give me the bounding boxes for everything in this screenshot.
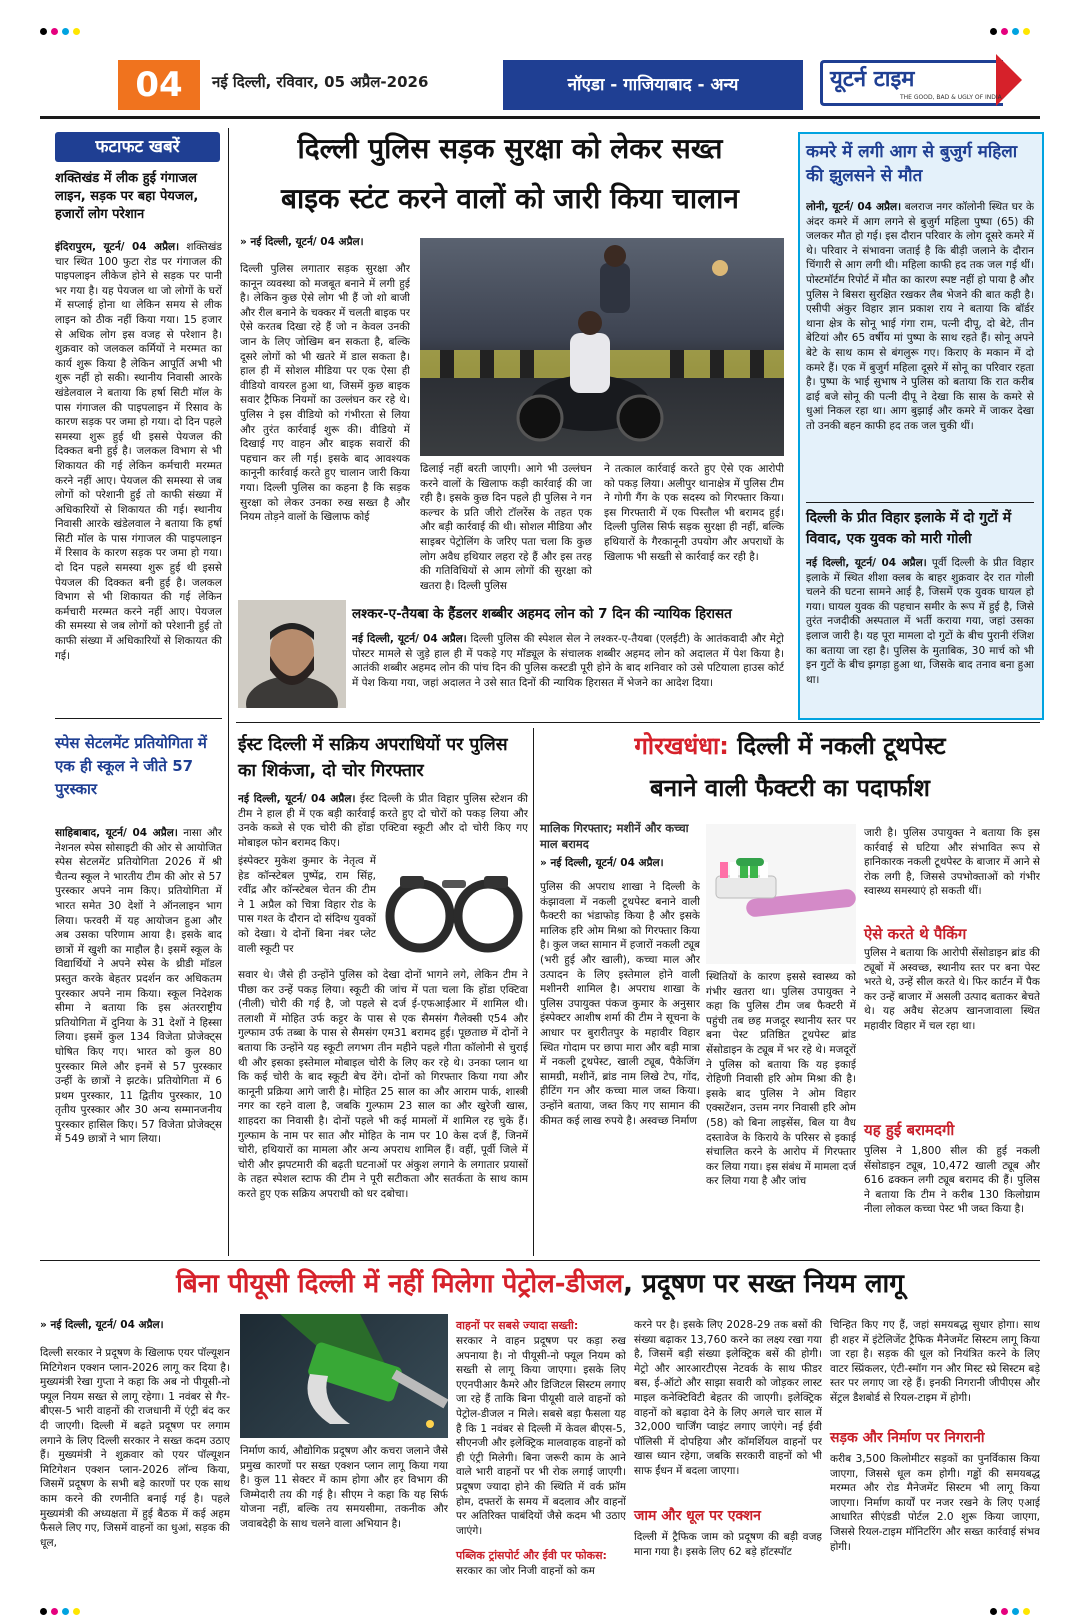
tooth-col-3: जारी है। पुलिस उपायुक्त ने बताया कि इस कार्रवाई से घटिया और संभावित रूप से हानिकारक नकली टूथपेस्ट के बाजार में आने से रोक लगी है, जिससे उपभोक्ताओं को गंभीर स्वास्थ्य समस्याएं हो सकती थीं। [864,827,1040,898]
puc-col-1: दिल्ली सरकार ने प्रदूषण के खिलाफ एयर पॉल्यूशन मिटिगेशन एक्शन प्लान-2026 लागू कर दिया है। मुख्यमंत्री रेखा गुप्ता ने कहा कि अब नो पीयूसी-नो फ्यूल नियम सख्त से लागू रहेगा। 1 नवंबर से गैर-बीएस-5 भारी वाहनों की राजधानी में एंट्री बंद कर दी जाएगी। दिल्ली में बढ़ते प्रदूषण पर लगाम लगाने के लिए दिल्ली सरकार ने सख्त कदम उठाए हैं। मुख्यमंत्री ने शुक्रवार को एयर पॉल्यूशन मिटिगेशन एक्शन प्लान-2026 लॉन्च किया, जिसमें प्रदूषण के सभी बड़े कारणों पर एक साथ काम करने की रणनीति बनाई गई है। पहले मुख्यमंत्री की अध्यक्षता में हुई बैठक में कई अहम फैसले लिए गए, जिसमें वाहनों का धुआं, सड़क की धूल, [40,1347,230,1549]
handcuffs-image [380,856,528,960]
lead-headline-1: दिल्ली पुलिस सड़क सुरक्षा को लेकर सख्त [297,132,723,165]
brand-logo [820,54,1040,112]
fatafat-text: शक्तिखंड चार स्थित 100 फुटा रोड पर गंगाजल की पाइपलाइन लीकेज होने से सड़क पर पानी भर गया है। यह पेयजल था जो लोगों के घरों में सप्लाई होना था लेकिन समय से लीक लाइन को ठीक नहीं किया गया। 15 हजार से अधिक लोग इस वजह से परेशान है। शुक्रवार को जलकल कर्मियों ने मरम्मत का कार्य शुरू किया है लेकिन आपूर्ति अभी भी शुरू नहीं हो सकी। स्थानीय निवासी आरके खंडेलवाल ने बताया कि हर्षा सिटी मॉल के पास गंगाजल की पाइपलाइन में रिसाव के कारण सड़क पर जमा हो गया। दो दिन पहले समस्या शुरू हुई थी इससे पेयजल की दिक्कत बनी हुई है। जलकल विभाग से भी शिकायत की गई लेकिन कर्मचारी मरम्मत करने नहीं आए। पेयजल की समस्या से जब लोगों को परेशानी हुई तो काफी संख्या में अधिकारियों से शिकायत की गई। स्थानीय निवासी आरके खंडेलवाल ने बताया कि हर्षा सिटी मॉल के पास गंगाजल की पाइपलाइन में रिसाव के कारण सड़क पर जमा हो गया। दो दिन पहले समस्या शुरू हुई थी इससे पेयजल की दिक्कत बनी हुई है। जलकल विभाग से भी शिकायत की गई लेकिन कर्मचारी मरम्मत करने नहीं आए। पेयजल की समस्या से जब लोगों को परेशानी हुई तो काफी संख्या में अधिकारियों से शिकायत की गई। [55,241,222,662]
puc-headline-black: , प्रदूषण पर सख्त नियम लागू [623,1269,904,1299]
east-headline: ईस्ट दिल्ली में सक्रिय अपराधियों पर पुलिस का शिकंजा, दो चोर गिरफ्तार [238,735,508,781]
fuel-nozzle-icon [240,1314,448,1438]
mid-rule [236,722,1040,723]
space-text: नासा और नेशनल स्पेस सोसाइटी की ओर से आयोजित स्पेस सेटलमेंट प्रतियोगिता 2026 में श्री चैतन्य स्कूल ने भारतीय टीम की ओर से 57 पुरस्कार अपने नाम किए। प्रतियोगिता में भारत समेत 30 देशों ने ऑनलाइन भाग लिया। फरवरी में यह आयोजन हुआ और अब उसका परिणाम आया है। इसके बाद छात्रों में खुशी का माहौल है। इसमें स्कूल के विद्यार्थियों ने अपने स्पेस के थ्रीडी मॉडल प्रस्तुत करके बेहतर प्रदर्शन कर अधिकतम पुरस्कार अपने नाम किया। स्कूल निदेशक सीमा ने बताया कि इस अंतरराष्ट्रीय प्रतियोगिता में दुनिया के 31 देशों ने हिस्सा लिया। इसमें कुल 134 विजेता प्रोजेक्ट्स घोषित किए गए। भारत को कुल 80 पुरस्कार मिले और इनमें से 57 पुरस्कार उन्हीं के छात्रों ने झटके। प्रतियोगिता में 6 प्रथम पुरस्कार, 11 द्वितीय पुरस्कार, 10 तृतीय पुरस्कार और 30 अन्य सम्मानजनीय पुरस्कार हासिल किए। 57 विजेता प्रोजेक्ट्स में 549 छात्रों ने भाग लिया। [55,827,222,1146]
handcuffs-icon [380,856,528,960]
tooth-headline-1: दिल्ली में नकली टूथपेस्ट [728,732,946,760]
space-headline: स्पेस सेटलमेंट प्रतियोगिता में एक ही स्कूल ने जीते 57 पुरस्कार [55,734,207,798]
fatafat-headline: शक्तिखंड में लीक हुई गंगाजल लाइन, सड़क पर बहा पेयजल, हजारों लोग परेशान [55,171,199,222]
date-line: नई दिल्ली, रविवार, 05 अप्रैल-2026 [212,73,429,91]
fire-headline: कमरे में लगी आग से बुजुर्ग महिला की झुलसने से मौत [806,142,1018,186]
east-dateline: नई दिल्ली, यूटर्न/ 04 अप्रैल। [238,793,356,805]
preet-body [806,556,1034,708]
fatafat-body [55,240,222,710]
lead-col-3: ने तत्काल कार्रवाई करते हुए ऐसे एक आरोपी को पकड़ लिया। अलीपुर थानाक्षेत्र में पुलिस टीम ने गोगी गैंग के एक सदस्य को गिरफ्तार किया। इस गिरफ्तारी में एक पिस्तौल भी बरामद हुई। दिल्ली पुलिस सिर्फ सड़क सुरक्षा ही नहीं, बल्कि हथियारों के गैरकानूनी उपयोग और अपराधों के खिलाफ भी सख्ती से कार्रवाई कर रही है। [604,463,784,563]
header-rule [40,116,1040,119]
puc-col-3-tail: सरकार का जोर निजी वाहनों को कम [456,1565,595,1577]
east-intro-text: ईस्ट दिल्ली के प्रीत विहार पुलिस स्टेशन की टीम ने हाल ही में एक बड़ी कार्रवाई करते हुए दो चोरों को पकड़ लिया और उनके कब्जे से एक चोरी की होंडा एक्टिवा स्कूटी और दो चोरी किए गए मोबाइल फोन बरामद किए। [238,793,528,849]
masthead [40,50,1040,114]
puc-col-4: करने पर है। इसके लिए 2028-29 तक बसों की संख्या बढ़ाकर 13,760 करने का लक्ष्य रखा गया है, जिसमें बड़ी संख्या इलेक्ट्रिक बसें की होगी। मेट्रो और आरआरटीएस नेटवर्क के साथ फीडर बस, ई-ऑटो और साझा सवारी को जोड़कर लास्ट माइल कनेक्टिविटी बेहतर की जाएगी। इलेक्ट्रिक वाहनों को बढ़ावा देने के लिए अगले चार साल में 32,000 चार्जिंग प्वाइंट लगाए जाएंगे। नई ईवी पॉलिसी में दोपहिया और कॉमर्शियल वाहनों पर खास ध्यान रहेगा, जबकि सरकारी वाहनों को भी साफ ईंधन में बदला जाएगा। [634,1319,822,1477]
lashkar-dateline: नई दिल्ली, यूटर्न/ 04 अप्रैल। [352,633,467,645]
tooth-headline-2: बनाने वाली फैक्टरी का पदार्फाश [649,774,931,802]
color-registration-bottom-right [990,1600,1034,1619]
tooth-headline-row-1 [540,728,1040,764]
puc-col-2: निर्माण कार्य, औद्योगिक प्रदूषण और कचरा जलाने जैसे प्रमुख कारणों पर सख्त एक्शन प्लान लागू किया गया है। कुल 11 सेक्टर में काम होगा और हर विभाग की जिम्मेदारी तय की गई है। सीएम ने कहा कि यह सिर्फ योजना नहीं, बल्कि तय समयसीमा, तकनीक और जवाबदेही के साथ चलने वाला अभियान है। [240,1445,448,1530]
logo-tagline: THE GOOD, BAD & UGLY OF INDIA [900,94,1002,101]
tooth-body-1: पुलिस ने बताया कि आरोपी सेंसोडाइन ब्रांड की ट्यूबों में अस्वच्छ, स्थानीय स्तर पर बना पेस्ट भरते थे, उन्हें सील करते थे। फिर कार्टन में पैक कर उन्हें बाजार में असली उत्पाद बताकर बेचते थे। यह अवैध सेटअप खानजावाला स्थित महावीर विहार में चल रहा था। [864,947,1040,1032]
fatafat-dateline: इंदिरापुरम, यूटर्न/ 04 अप्रैल। [55,241,180,253]
color-registration-bottom [40,1600,84,1619]
fire-divider [806,502,1034,503]
tooth-dateline: » नई दिल्ली, यूटर्न/ 04 अप्रैल। [540,857,664,869]
tooth-body-2: पुलिस ने 1,800 सील की हुई नकली सेंसोडाइन ट्यूब, 10,472 खाली ट्यूब और 616 ढक्कन लगी ट्यूब बरामद की हैं। पुलिस ने बताया कि टीम ने करीब 130 किलोग्राम नीला लोकल कच्चा पेस्ट भी जब्त किया है। [864,1145,1040,1216]
tooth-col-2: स्थितियों के कारण इससे स्वास्थ्य को गंभीर खतरा था। पुलिस उपायुक्त ने कहा कि पुलिस टीम जब फैक्टरी में पहुंची तब छह मजदूर स्थानीय स्तर पर बना पेस्ट प्रतिष्ठित टूथपेस्ट ब्रांड सेंसोडाइन के ट्यूब में भर रहे थे। मजदूरों ने पुलिस को बताया कि यह इकाई रोहिणी निवासी हरि ओम मिश्रा की है। इसके बाद पुलिस ने ओम विहार एक्सटेंशन, उत्तम नगर निवासी हरि ओम (58) को बिना लाइसेंस, बिल या वैध दस्तावेज के किराये के परिसर से इकाई संचालित करने के आरोप में गिरफ्तार कर लिया गया। इस संबंध में मामला दर्ज कर लिया गया है और जांच [706,971,856,1188]
puc-col-5: चिन्हित किए गए हैं, जहां समयबद्ध सुधार होगा। साथ ही शहर में इंटेलिजेंट ट्रैफिक मैनेजमेंट सिस्टम लागू किया जा रहा है। सड़क की धूल को नियंत्रित करने के लिए वाटर स्प्रिंकलर, एंटी-स्मॉग गन और मिस्ट स्प्रे सिस्टम बड़े स्तर पर लगाए जा रहे हैं। इनकी निगरानी जीपीएस और सेंट्रल डैशबोर्ड से रियल-टाइम में होगी। [830,1319,1040,1404]
fatafat-divider [55,718,222,719]
space-dateline: साहिबाबाद, यूटर्न/ 04 अप्रैल। [55,827,178,839]
tooth-subhead: मालिक गिरफ्तार; मशीनें और कच्चा माल बरामद [540,821,689,851]
lead-headline-2: बाइक स्टंट करने वालों को जारी किया चालान [281,182,739,215]
puc-dateline: » नई दिल्ली, यूटर्न/ 04 अप्रैल। [40,1319,164,1331]
lead-dateline: » नई दिल्ली, यूटर्न/ 04 अप्रैल। [240,236,364,248]
fire-dateline: लोनी, यूटर्न/ 04 अप्रैल। [806,201,902,213]
puc-col-5-tail: करीब 3,500 किलोमीटर सड़कों का पुनर्विकास किया जाएगा, जिससे धूल कम होगी। गड्ढों की समयबद्ध मरम्मत और रोड मैनेजमेंट सिस्टम भी लागू किया जाएगा। निर्माण कार्यों पर नजर रखने के लिए एआई आधारित सीएंडडी पोर्टल 2.0 शुरू किया जाएगा, जिससे रियल-टाइम मॉनिटरिंग और सख्त कार्रवाई संभव होगी। [830,1453,1040,1553]
fire-body [806,200,1034,500]
puc-headline [40,1266,1040,1302]
tooth-tag: गोरखधंधा: [634,732,729,760]
puc-sub-1: वाहनों पर सबसे ज्यादा सख्ती: [456,1319,579,1332]
east-side: इंस्पेक्टर मुकेश कुमार के नेतृत्व में हेड कॉन्स्टेबल पुष्पेंद्र, राम सिंह, रवींद्र और कॉन्स्टेबल चेतन की टीम ने 1 अप्रैल को चित्रा विहार रोड के पास गश्त के दौरान दो संदिग्ध युवकों को देखा। ये दोनों बिना नंबर प्लेट वाली स्कूटी पर [238,855,376,955]
lashkar-text: दिल्ली पुलिस की स्पेशल सेल ने लश्कर-ए-तैयबा (एलईटी) के आतंकवादी और मेट्रो पोस्टर मामले से जुड़े हाल ही में पकड़े गए मॉड्यूल के संचालक शब्बीर अहमद लोन को अदालत में पेश किया है। आतंकी शब्बीर अहमद लोन की पांच दिन की पुलिस कस्टडी पूरी होने के बाद शनिवार को उसे पटियाला हाउस कोर्ट में पेश किया गया, जहां अदालत ने उसे सात दिनों की न्यायिक हिरासत में भेजने का आदेश दिया। [352,633,784,689]
tooth-sub-1: ऐसे करते थे पैकिंग [864,925,967,943]
preet-text: पूर्वी दिल्ली के प्रीत विहार इलाके में स्थित शीशा क्लब के बाहर शुक्रवार देर रात गोली चलने की घटना सामने आई है, जिसमें एक युवक घायल हो गया। घायल युवक की पहचान समीर के रूप में हुई है, जिसे तुरंत नजदीकी अस्पताल में भर्ती कराया गया, जहां उसका इलाज जारी है। यह पूरा मामला दो गुटों के बीच पुरानी रंजिश का बताया जा रहा है। पुलिस के मुताबिक, 30 मार्च को भी इन गुटों के बीच झगड़ा हुआ था, जिसके बाद तनाव बना हुआ था। [806,557,1034,686]
space-body [55,826,222,1256]
fatafat-label: फटाफट खबरें [55,132,220,162]
puc-top-rule [40,1260,1040,1261]
puc-col-3: सरकार ने वाहन प्रदूषण पर कड़ा रुख अपनाया है। नो पीयूसी-नो फ्यूल नियम को सख्ती से लागू किया जाएगा। इसके लिए एएनपीआर कैमरे और डिजिटल सिस्टम लगाए जा रहे हैं ताकि बिना पीयूसी वाले वाहनों को पेट्रोल-डीजल न मिले। सबसे बड़ा फैसला यह है कि 1 नवंबर से दिल्ली में केवल बीएस-5, सीएनजी और इलेक्ट्रिक मालवाहक वाहनों को ही एंट्री मिलेगी। बिना जरूरी काम के आने वाले भारी वाहनों पर भी रोक लगाई जाएगी। प्रदूषण ज्यादा होने की स्थिति में वर्क फ्रॉम होम, दफ्तरों के समय में बदलाव और वाहनों पर अतिरिक्त पाबंदियों जैसे कदम भी उठाए जाएंगे। [456,1335,626,1537]
east-bottom: सवार थे। जैसे ही उन्होंने पुलिस को देखा दोनों भागने लगे, लेकिन टीम ने पीछा कर उन्हें पकड़ लिया। स्कूटी की जांच में पता चला कि होंडा एक्टिवा (नीली) चोरी की गई है, जो पहले से दर्ज ई-एफआईआर में शामिल थी। तलाशी में मोहित उर्फ कट्टर के पास से एक सैमसंग गैलेक्सी ए54 और गुल्फाम उर्फ तब्बा के पास से सैमसंग एम31 बरामद हुई। पूछताछ में दोनों ने बताया कि उन्होंने यह स्कूटी लगभग तीन महीने पहले गीता कॉलोनी से चुराई थी और इसका इस्तेमाल मोबाइल चोरी के लिए कर रहे थे। उनका प्लान था कि कई चोरी के बाद स्कूटी बेच देंगे। दोनों को गिरफ्तार किया गया और कानूनी प्रक्रिया आगे जारी है। मोहित 25 साल का और आराम पार्क, शास्त्री नगर का रहने वाला है, जबकि गुल्फाम 23 साल का और खुरेजी खास, शाहदरा का निवासी है। दोनों पहले भी कई मामलों में शामिल रह चुके हैं। गुल्फाम के नाम पर सात और मोहित के नाम पर 10 केस दर्ज हैं, जिनमें चोरी, हथियारों का मामला और अन्य अपराध शामिल हैं। वहीं, पूर्वी जिले में चोरी और झपटमारी की बढ़ती घटनाओं पर अंकुश लगाने के लगातार प्रयासों के तहत स्पेशल स्टाफ की टीम ने पूरी सटीकता और सतर्कता के साथ काम करते हुए एक सक्रिय अपराधी को धर दबोचा। [238,969,528,1200]
puc-headline-red: बिना पीयूसी दिल्ली में नहीं मिलेगा पेट्रोल-डीजल [176,1269,624,1299]
fuel-nozzle-image [240,1314,448,1438]
color-registration-top-right [990,20,1034,39]
section-banner: नॉएडा - गाजियाबाद - अन्य [503,60,803,110]
suspect-photo [238,600,346,708]
preet-dateline: नई दिल्ली, यूटर्न/ 04 अप्रैल। [806,557,927,569]
page-number-box: 04 [118,60,200,110]
lashkar-body [352,632,784,712]
bike-stunt-photo [420,238,784,456]
bike-stunt-graphic [420,238,784,456]
east-intro [238,792,528,852]
column-rule-mid [533,728,534,1256]
logo-text: यूटर्न टाइम [830,67,915,92]
column-rule-left [228,128,229,1256]
fire-text: बलराज नगर कॉलोनी स्थित घर के अंदर कमरे में आग लगने से बुजुर्ग महिला पुष्पा (65) की जलकर मौत हो गई। इस दौरान परिवार के लोग दूसरे कमरे में थे। परिवार ने संभावना जताई है कि बीड़ी जलाने के दौरान चिंगारी से आग लगी थी। महिला काफी हद तक जल गई थीं। पोस्टमॉर्टम रिपोर्ट में मौत का कारण स्पष्ट नहीं हो पाया है और पुलिस ने बिसरा सुरक्षित रखकर लैब भेजने की बात कही है। एसीपी अंकुर विहार ज्ञान प्रकाश राय ने बताया कि बॉर्डर थाना क्षेत्र के सोनू भाई गंगा राम, पत्नी दीपू, दो बेटे, तीन बेटियां और 65 वर्षीय मां पुष्पा के साथ रहते हैं। सोनू अपने बेटे के साथ काम से बंगलुरू गए। किराए के मकान में दो कमरे हैं। एक में बुजुर्ग महिला दूसरे में सोनू का परिवार रहता है। पुष्पा के भाई सुभाष ने पुलिस को बताया कि रात करीब ढाई बजे सोनू की पत्नी दीपू ने देखा कि सास के कमरे से धुआं निकल रहा था। आग बुझाई और कमरे में जाकर देखा तो उनकी बहन काफी हद तक जल चुकी थीं। [806,201,1034,432]
puc-sub-3: जाम और धूल पर एक्शन [634,1508,761,1524]
tooth-col-1: पुलिस की अपराध शाखा ने दिल्ली के कंझावला में नकली टूथपेस्ट बनाने वाली फैक्टरी का भंडाफोड़ किया है और इसके मालिक हरि ओम मिश्रा को गिरफ्तार किया है। कुल जब्त सामान में हजारों नकली ट्यूब (भरी हुई और खाली), कच्चा माल और उत्पादन के लिए इस्तेमाल होने वाली मशीनरी शामिल है। अपराध शाखा के पुलिस उपायुक्त पंकज कुमार के अनुसार इंस्पेक्टर आशीष शर्मा की टीम ने सूचना के आधार पर बुरारीतपुर के महावीर विहार स्थित गोदाम पर छापा मारा और बड़ी मात्रा में नकली टूथपेस्ट, खाली ट्यूब, पैकेजिंग सामग्री, मशीनें, ब्रांड नाम लिखे टेप, गोंद, हीटिंग गन और कच्चा माल जब्त किया। उन्होंने बताया, जब्त किए गए सामान की कीमत कई लाख रुपये है। अस्वच्छ निर्माण [540,881,700,1127]
lead-col-1: दिल्ली पुलिस लगातार सड़क सुरक्षा और कानून व्यवस्था को मजबूत बनाने में लगी हुई है। लेकिन कुछ ऐसे लोग भी हैं जो शो बाजी और रील बनाने के चक्कर में चलती बाइक पर ऐसे करतब दिखा रहे हैं जो न केवल उनकी जान के लिए जोखिम बन सकता है, बल्कि दूसरे लोगों को भी खतरे में डाल सकता है। हाल ही में सोशल मीडिया पर एक ऐसा ही वीडियो वायरल हुआ था, जिसमें कुछ बाइक सवार ट्रैफिक नियमों का उल्लंघन कर रहे थे। पुलिस ने इस वीडियो को गंभीरता से लिया और तुरंत कार्रवाई शुरू की। वीडियो में दिखाई गए वाहन और बाइक सवारों की पहचान कर ली गई। इसके बाद आवश्यक कानूनी कार्रवाई करते हुए चालान जारी किया गया। दिल्ली पुलिस का कहना है कि सड़क सुरक्षा को लेकर उनका रुख सख्त है और नियम तोड़ने वालों के खिलाफ कोई [240,263,410,524]
color-registration-top [40,20,84,39]
toothbrush-image [706,824,856,964]
lead-col-2: ढिलाई नहीं बरती जाएगी। आगे भी उल्लंघन करने वालों के खिलाफ कड़ी कार्रवाई की जा रही है। इसके कुछ दिन पहले ही पुलिस ने गन कल्चर के प्रति जीरो टॉलरेंस के तहत एक और बड़ी कार्रवाई की थी। सोशल मीडिया और साइबर पेट्रोलिंग के जरिए पता चला कि कुछ लोग अवैध हथियार लहरा रहे हैं और इस तरह की गतिविधियों से आम लोगों की सुरक्षा को खतरा है। दिल्ली पुलिस [420,463,592,592]
puc-col-4-tail: दिल्ली में ट्रैफिक जाम को प्रदूषण की बड़ी वजह माना गया है। इसके लिए 62 बड़े हॉटस्पॉट [634,1531,822,1558]
preet-headline: दिल्ली के प्रीत विहार इलाके में दो गुटों में विवाद, एक युवक को मारी गोली [806,510,1012,547]
puc-sub-2: पब्लिक ट्रांसपोर्ट और ईवी पर फोकस: [456,1549,607,1562]
puc-sub-4: सड़क और निर्माण पर निगरानी [830,1430,985,1446]
lashkar-headline: लश्कर-ए-तैयबा के हैंडलर शब्बीर अहमद लोन को 7 दिन की न्यायिक हिरासत [352,606,732,622]
toothbrush-icon [706,824,856,964]
suspect-portrait-graphic [238,600,346,708]
tooth-sub-2: यह हुई बरामदगी [864,1121,955,1139]
